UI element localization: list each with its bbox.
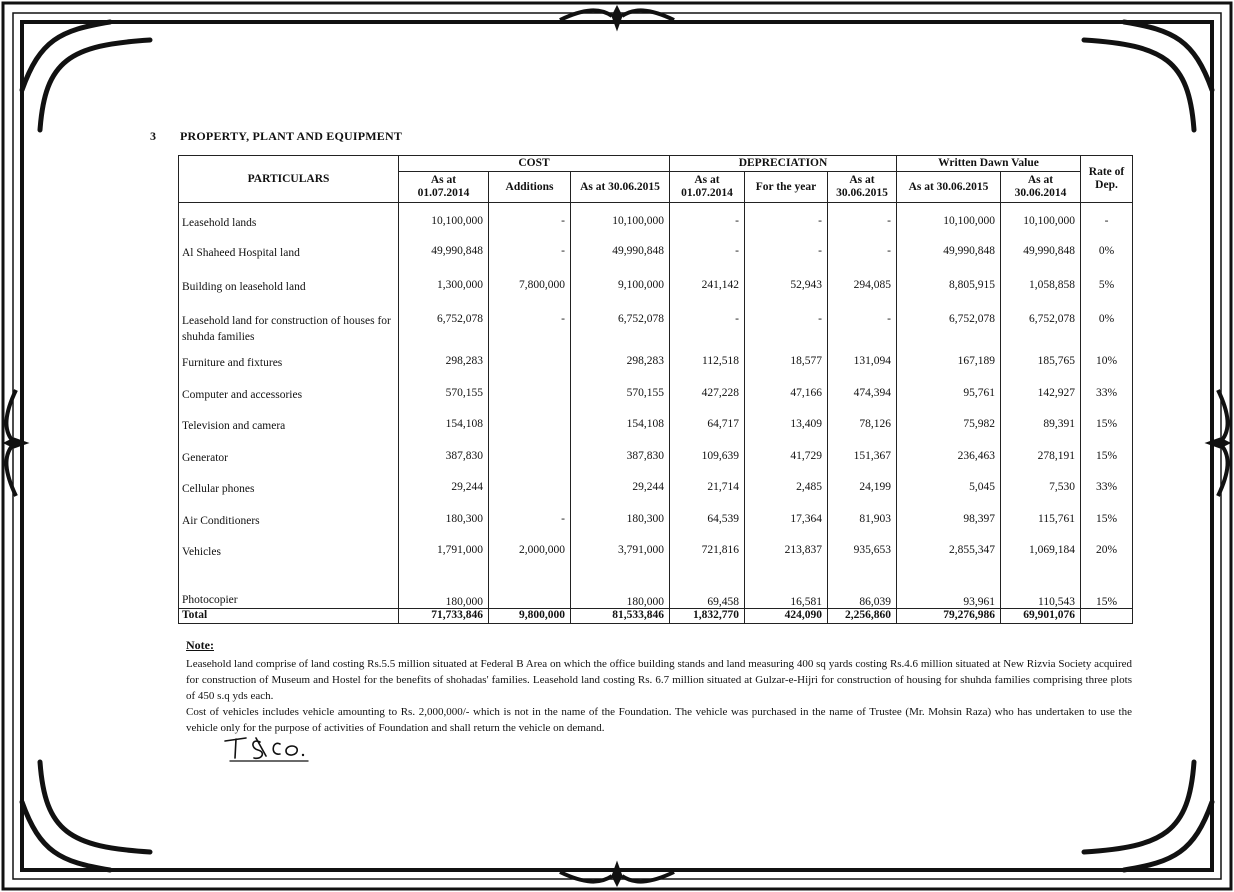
cell-cost-opening: 6,752,078 [399,313,489,355]
cell-dep-closing: 294,085 [828,279,897,313]
header-written-down-value: Written Dawn Value [897,156,1081,172]
header-dep-opening: As at 01.07.2014 [670,172,745,203]
table-row [179,355,1133,387]
total-wdv-2015: 79,276,986 [897,608,1001,623]
cell-dep-opening: 721,816 [670,544,745,576]
ppe-table [178,155,1133,624]
cell-wdv-2014: 7,530 [1001,481,1081,513]
row-particulars: Leasehold land for construction of houses for shuhda families [179,313,399,355]
cell-dep-opening: 69,458 [670,576,745,608]
ppe-table-body [179,203,1133,624]
cell-additions: - [489,313,571,355]
cell-cost-closing: 9,100,000 [571,279,670,313]
header-cost-closing: As at 30.06.2015 [571,172,670,203]
cell-rate: 33% [1081,481,1133,513]
auditor-signature [222,734,317,764]
cell-additions [489,576,571,608]
cell-cost-closing: 154,108 [571,418,670,450]
cell-dep-closing: 78,126 [828,418,897,450]
cell-wdv-2014: 10,100,000 [1001,215,1081,245]
row-particulars: Television and camera [179,418,399,450]
cell-rate: 0% [1081,313,1133,355]
cell-cost-opening: 570,155 [399,387,489,418]
cell-rate: 20% [1081,544,1133,576]
cell-wdv-2015: 49,990,848 [897,245,1001,279]
cell-wdv-2014: 1,069,184 [1001,544,1081,576]
cell-cost-opening: 1,791,000 [399,544,489,576]
header-cost-opening: As at 01.07.2014 [399,172,489,203]
corner-ornament-top-left [22,22,150,130]
header-rate: Rate of Dep. [1081,156,1133,203]
cell-dep-opening: 109,639 [670,450,745,481]
cell-dep-closing: 474,394 [828,387,897,418]
cell-rate: 15% [1081,450,1133,481]
cell-additions [489,355,571,387]
cell-dep-opening: 64,539 [670,513,745,544]
cell-wdv-2015: 167,189 [897,355,1001,387]
cell-rate: 15% [1081,576,1133,608]
cell-wdv-2015: 2,855,347 [897,544,1001,576]
corner-ornament-bottom-right [1084,762,1212,870]
cell-wdv-2015: 8,805,915 [897,279,1001,313]
cell-dep-closing: 86,039 [828,576,897,608]
total-wdv-2014: 69,901,076 [1001,608,1081,623]
note-paragraph-land: Leasehold land comprise of land costing Rs.5.5 million situated at Federal B Area on which the office building stands and land measuring 400 sq yards costing Rs.4.6 million situated at New Rizvia Society acquired for construction of Museum and Hostel for the benefits of shohadas' families. Leasehold land costing Rs. 6.7 million situated at Gulzar-e-Hijri for construction of housing for shuhda families comprising three plots of 450 s.q yds each. [186,658,1132,702]
cell-rate: 0% [1081,245,1133,279]
cell-dep-opening: 21,714 [670,481,745,513]
total-dep-opening: 1,832,770 [670,608,745,623]
table-row [179,387,1133,418]
cell-dep-year: 41,729 [745,450,828,481]
row-particulars: Computer and accessories [179,387,399,418]
table-row [179,513,1133,544]
cell-dep-year: 47,166 [745,387,828,418]
cell-additions: 2,000,000 [489,544,571,576]
total-row [179,608,1133,623]
cell-dep-closing: 935,653 [828,544,897,576]
table-row [179,450,1133,481]
cell-dep-year: 17,364 [745,513,828,544]
table-row [179,418,1133,450]
cell-wdv-2015: 10,100,000 [897,215,1001,245]
row-particulars: Photocopier [179,576,399,608]
cell-cost-opening: 180,300 [399,513,489,544]
cell-wdv-2014: 89,391 [1001,418,1081,450]
header-particulars: PARTICULARS [179,156,399,203]
cell-additions [489,481,571,513]
note-paragraph-vehicles: Cost of vehicles includes vehicle amounting to Rs. 2,000,000/- which is not in the name of the Foundation. The vehicle was purchased in the name of Trustee (Mr. Mohsin Raza) who has undertaken to use the vehicle only for the purpose of activities of Foundation and shall return the vehicle on demand. [186,706,1132,734]
cell-dep-year: 16,581 [745,576,828,608]
cell-additions [489,418,571,450]
cell-dep-opening: 64,717 [670,418,745,450]
cell-cost-opening: 180,000 [399,576,489,608]
note-heading: Note: [186,638,214,652]
total-cost-opening: 71,733,846 [399,608,489,623]
cell-cost-opening: 387,830 [399,450,489,481]
cell-dep-year: 213,837 [745,544,828,576]
cell-wdv-2015: 98,397 [897,513,1001,544]
cell-dep-year: - [745,245,828,279]
cell-cost-closing: 49,990,848 [571,245,670,279]
note-section [186,637,1132,736]
table-row [179,279,1133,313]
cell-dep-closing: 24,199 [828,481,897,513]
cell-additions: - [489,245,571,279]
center-ornament-bottom [560,862,674,886]
cell-cost-opening: 10,100,000 [399,215,489,245]
row-particulars: Furniture and fixtures [179,355,399,387]
table-row [179,481,1133,513]
table-row [179,245,1133,279]
cell-wdv-2015: 95,761 [897,387,1001,418]
cell-wdv-2014: 278,191 [1001,450,1081,481]
cell-dep-closing: 81,903 [828,513,897,544]
cell-dep-opening: - [670,313,745,355]
cell-dep-year: 2,485 [745,481,828,513]
center-ornament-left [4,390,28,496]
cell-dep-closing: 131,094 [828,355,897,387]
header-additions: Additions [489,172,571,203]
cell-dep-opening: 427,228 [670,387,745,418]
total-label: Total [179,608,399,623]
cell-dep-opening: - [670,215,745,245]
cell-cost-closing: 298,283 [571,355,670,387]
header-depreciation: DEPRECIATION [670,156,897,172]
cell-wdv-2014: 1,058,858 [1001,279,1081,313]
row-particulars: Leasehold lands [179,215,399,245]
row-particulars: Cellular phones [179,481,399,513]
cell-wdv-2014: 110,543 [1001,576,1081,608]
total-dep-closing: 2,256,860 [828,608,897,623]
cell-additions: - [489,513,571,544]
total-additions: 9,800,000 [489,608,571,623]
cell-rate: 15% [1081,513,1133,544]
cell-cost-closing: 180,000 [571,576,670,608]
cell-additions [489,450,571,481]
cell-additions: 7,800,000 [489,279,571,313]
cell-cost-opening: 154,108 [399,418,489,450]
cell-dep-closing: - [828,245,897,279]
cell-dep-closing: - [828,313,897,355]
row-particulars: Al Shaheed Hospital land [179,245,399,279]
header-wdv-2015: As at 30.06.2015 [897,172,1001,203]
row-particulars: Generator [179,450,399,481]
header-dep-year: For the year [745,172,828,203]
cell-cost-opening: 29,244 [399,481,489,513]
cell-wdv-2015: 5,045 [897,481,1001,513]
cell-cost-closing: 180,300 [571,513,670,544]
cell-cost-closing: 10,100,000 [571,215,670,245]
cell-cost-opening: 49,990,848 [399,245,489,279]
row-particulars: Building on leasehold land [179,279,399,313]
cell-dep-opening: 241,142 [670,279,745,313]
section-title: PROPERTY, PLANT AND EQUIPMENT [180,129,403,143]
cell-cost-opening: 298,283 [399,355,489,387]
header-dep-closing: As at 30.06.2015 [828,172,897,203]
cell-dep-year: 13,409 [745,418,828,450]
cell-rate: 33% [1081,387,1133,418]
cell-cost-closing: 29,244 [571,481,670,513]
cell-rate: 10% [1081,355,1133,387]
cell-additions [489,387,571,418]
cell-wdv-2015: 75,982 [897,418,1001,450]
cell-wdv-2015: 236,463 [897,450,1001,481]
cell-rate: - [1081,215,1133,245]
total-dep-year: 424,090 [745,608,828,623]
cell-rate: 5% [1081,279,1133,313]
table-row [179,544,1133,576]
cell-cost-closing: 387,830 [571,450,670,481]
cell-cost-closing: 3,791,000 [571,544,670,576]
cell-wdv-2014: 6,752,078 [1001,313,1081,355]
table-row [179,576,1133,608]
cell-dep-opening: 112,518 [670,355,745,387]
section-heading [150,129,402,144]
total-rate [1081,608,1133,623]
cell-dep-year: - [745,215,828,245]
header-wdv-2014: As at 30.06.2014 [1001,172,1081,203]
cell-wdv-2014: 185,765 [1001,355,1081,387]
row-particulars: Vehicles [179,544,399,576]
cell-dep-closing: - [828,215,897,245]
center-ornament-right [1206,390,1230,496]
row-particulars: Air Conditioners [179,513,399,544]
cell-dep-closing: 151,367 [828,450,897,481]
corner-ornament-bottom-left [22,762,150,870]
table-row [179,313,1133,355]
cell-wdv-2014: 49,990,848 [1001,245,1081,279]
cell-cost-closing: 6,752,078 [571,313,670,355]
cell-wdv-2015: 6,752,078 [897,313,1001,355]
cell-dep-year: 18,577 [745,355,828,387]
cell-wdv-2014: 115,761 [1001,513,1081,544]
cell-dep-year: 52,943 [745,279,828,313]
header-cost: COST [399,156,670,172]
cell-wdv-2015: 93,961 [897,576,1001,608]
cell-dep-opening: - [670,245,745,279]
table-row [179,215,1133,245]
cell-cost-closing: 570,155 [571,387,670,418]
cell-dep-year: - [745,313,828,355]
cell-additions: - [489,215,571,245]
total-cost-closing: 81,533,846 [571,608,670,623]
section-number: 3 [150,129,157,143]
cell-rate: 15% [1081,418,1133,450]
cell-wdv-2014: 142,927 [1001,387,1081,418]
center-ornament-top [560,6,674,30]
corner-ornament-top-right [1084,22,1212,130]
cell-cost-opening: 1,300,000 [399,279,489,313]
